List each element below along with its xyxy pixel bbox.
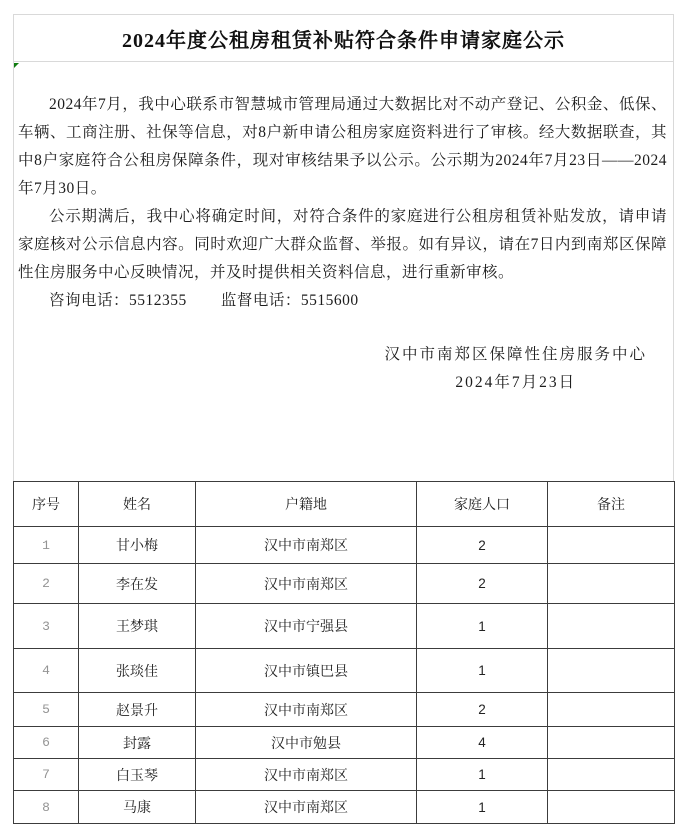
table-row [14,791,675,824]
cell-registry: 汉中市南郑区 [196,527,417,564]
cell-seq: 1 [14,527,79,564]
consult-phone-number: 5512355 [129,292,187,309]
col-header-seq: 序号 [14,482,79,527]
cell-family-size: 2 [417,527,548,564]
cell-seq: 4 [14,649,79,693]
signature-organization: 汉中市南郑区保障性住房服务中心 [384,346,647,363]
supervise-phone-label: 监督电话： [220,292,301,309]
cell-registry: 汉中市镇巴县 [196,649,417,693]
cell-registry: 汉中市南郑区 [196,564,417,604]
cell-seq: 3 [14,604,79,649]
cell-family-size: 2 [417,693,548,727]
cell-remark [548,604,675,649]
cell-name: 赵景升 [79,693,196,727]
cell-seq: 7 [14,759,79,791]
notice-body [13,62,674,481]
cell-remark [548,791,675,824]
table-row [14,649,675,693]
cell-name: 甘小梅 [79,527,196,564]
page-title: 2024年度公租房租赁补贴符合条件申请家庭公示 [13,14,674,62]
table-row [14,604,675,649]
cell-name: 张琰佳 [79,649,196,693]
cell-family-size: 1 [417,791,548,824]
supervise-phone-number: 5515600 [300,292,359,309]
col-header-family-size: 家庭人口 [417,482,548,527]
cell-registry: 汉中市勉县 [196,727,417,759]
table-row [14,527,675,564]
table-row [14,564,675,604]
applicants-table [13,481,675,824]
cell-remark [548,649,675,693]
cell-family-size: 1 [417,759,548,791]
cell-name: 王梦琪 [79,604,196,649]
cell-seq: 5 [14,693,79,727]
consult-phone-label: 咨询电话： [49,292,130,309]
col-header-name: 姓名 [79,482,196,527]
phone-line [18,287,667,315]
cell-name: 李在发 [79,564,196,604]
cell-name: 马康 [79,791,196,824]
signature-block [384,341,647,397]
table-row [14,759,675,791]
cell-registry: 汉中市南郑区 [196,693,417,727]
cell-seq: 8 [14,791,79,824]
cell-seq: 6 [14,727,79,759]
cell-registry: 汉中市南郑区 [196,791,417,824]
cell-name: 封露 [79,727,196,759]
notice-paragraph-1: 2024年7月，我中心联系市智慧城市管理局通过大数据比对不动产登记、公积金、低保、车辆、工商注册、社保等信息，对8户新申请公租房家庭资料进行了审核。经大数据联查，其中8户家庭符合公租房保障条件，现对审核结果予以公示。公示期为2024年7月23日——2024年7月30日。 [18,96,667,197]
cell-family-size: 1 [417,649,548,693]
cell-name: 白玉琴 [79,759,196,791]
cell-registry: 汉中市南郑区 [196,759,417,791]
notice-paragraph-2: 公示期满后，我中心将确定时间，对符合条件的家庭进行公租房租赁补贴发放，请申请家庭核对公示信息内容。同时欢迎广大群众监督、举报。如有异议，请在7日内到南郑区保障性住房服务中心反映情况，并及时提供相关资料信息，进行重新审核。 [18,208,667,281]
signature-date: 2024年7月23日 [455,374,577,391]
cell-family-size: 1 [417,604,548,649]
table-row [14,693,675,727]
cell-family-size: 4 [417,727,548,759]
col-header-remark: 备注 [548,482,675,527]
table-row [14,727,675,759]
cell-registry: 汉中市宁强县 [196,604,417,649]
cell-remark [548,727,675,759]
cell-remark [548,564,675,604]
cell-remark [548,527,675,564]
table-header-row [14,482,675,527]
col-header-registry: 户籍地 [196,482,417,527]
cell-seq: 2 [14,564,79,604]
cell-remark [548,759,675,791]
cell-family-size: 2 [417,564,548,604]
cell-remark [548,693,675,727]
